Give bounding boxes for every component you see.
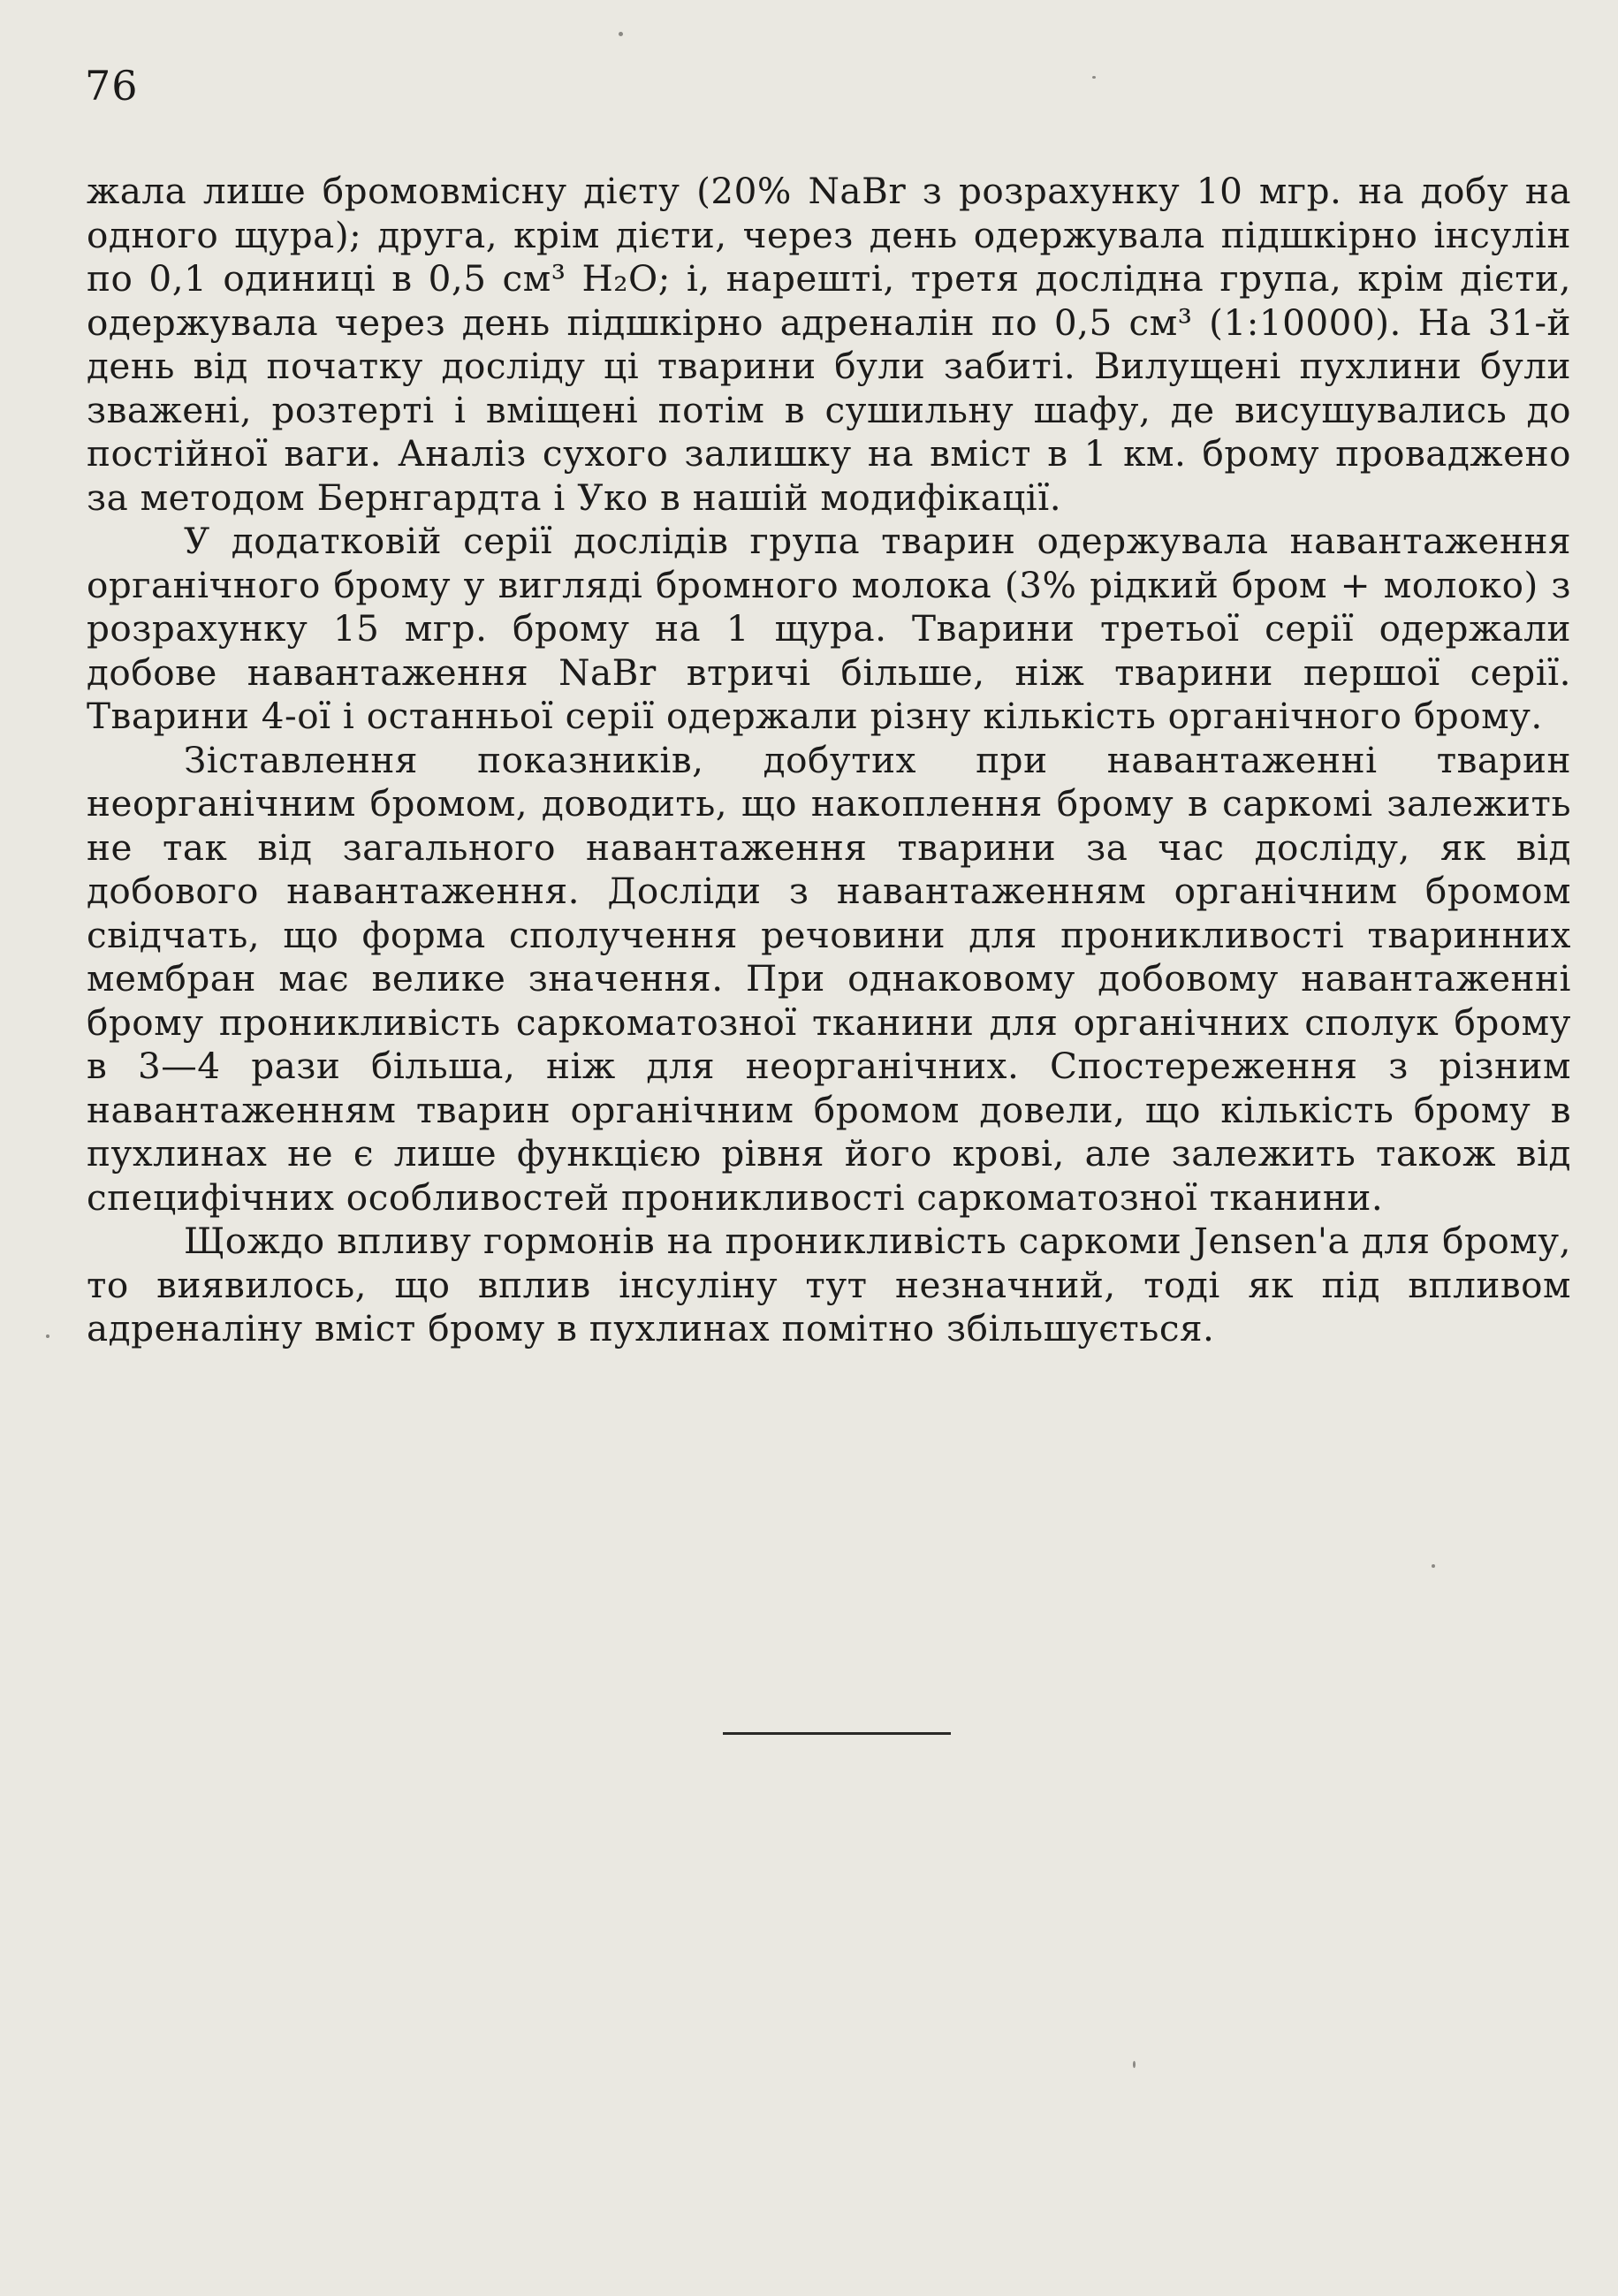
end-rule <box>723 1732 951 1735</box>
paper-speck <box>46 1334 49 1338</box>
paper-speck <box>619 32 623 36</box>
page-number: 76 <box>85 62 139 110</box>
paragraph-additional-series: У додатковій серії дослідів група тварин одержувала навантаження органічного брому у вигляді бромного молока (3% рідкий бром + молоко) з розрахунку 15 мгр. брому на 1 щура. Тварини третьої серії одержали добове навантаження NaBr втричі більше, ніж тварини першої серії. Тварини 4-ої і останньої серії одержали різну кількість органічного брому. <box>87 520 1571 737</box>
paragraph-hormones: Щождо впливу гормонів на проникливість саркоми Jensen'а для брому, то виявилось, що вплив інсуліну тут незначний, тоді як під впливом адреналіну вміст брому в пухлинах помітно збільшується. <box>87 1220 1571 1349</box>
paragraph-comparison: Зіставлення показників, добутих при навантаженні тварин неорганічним бромом, доводить, що накоплення брому в саркомі залежить не так від загального навантаження тварини за час досліду, як від добового навантаження. Досліди з навантаженням органічним бромом свідчать, що форма сполучення речовини для проникливості тваринних мембран має велике значення. При однаковому добовому навантаженні брому проникливість саркоматозної тканини для органічних сполук брому в 3—4 рази більша, ніж для неорганічних. Спостереження з різним навантаженням тварин органічним бромом довели, що кількість брому в пухлинах не є лише функцією рівня його крові, але залежить також від специфічних особливостей проникливості саркоматозної тканини. <box>87 738 1571 1219</box>
paper-speck <box>1133 2061 1136 2068</box>
paragraph-continued: жала лише бромовмісну дієту (20% NaBr з розрахунку 10 мгр. на добу на одного щура); друга, крім дієти, через день одержувала підшкірно інсулін по 0,1 одиниці в 0,5 см³ H₂O; і, нарешті, третя дослідна група, крім дієти, одержувала через день підшкірно адреналін по 0,5 см³ (1:10000). На 31-й день від початку досліду ці тварини були забиті. Вилущені пухлини були зважені, розтерті і вміщені потім в сушильну шафу, де висушувались до постійної ваги. Аналіз сухого залишку на вміст в 1 км. брому проваджено за методом Бернгардта і Уко в нашій модифікації. <box>87 170 1571 519</box>
body-text <box>87 170 1571 1351</box>
paper-speck <box>1092 76 1096 79</box>
paper-speck <box>1432 1564 1435 1568</box>
